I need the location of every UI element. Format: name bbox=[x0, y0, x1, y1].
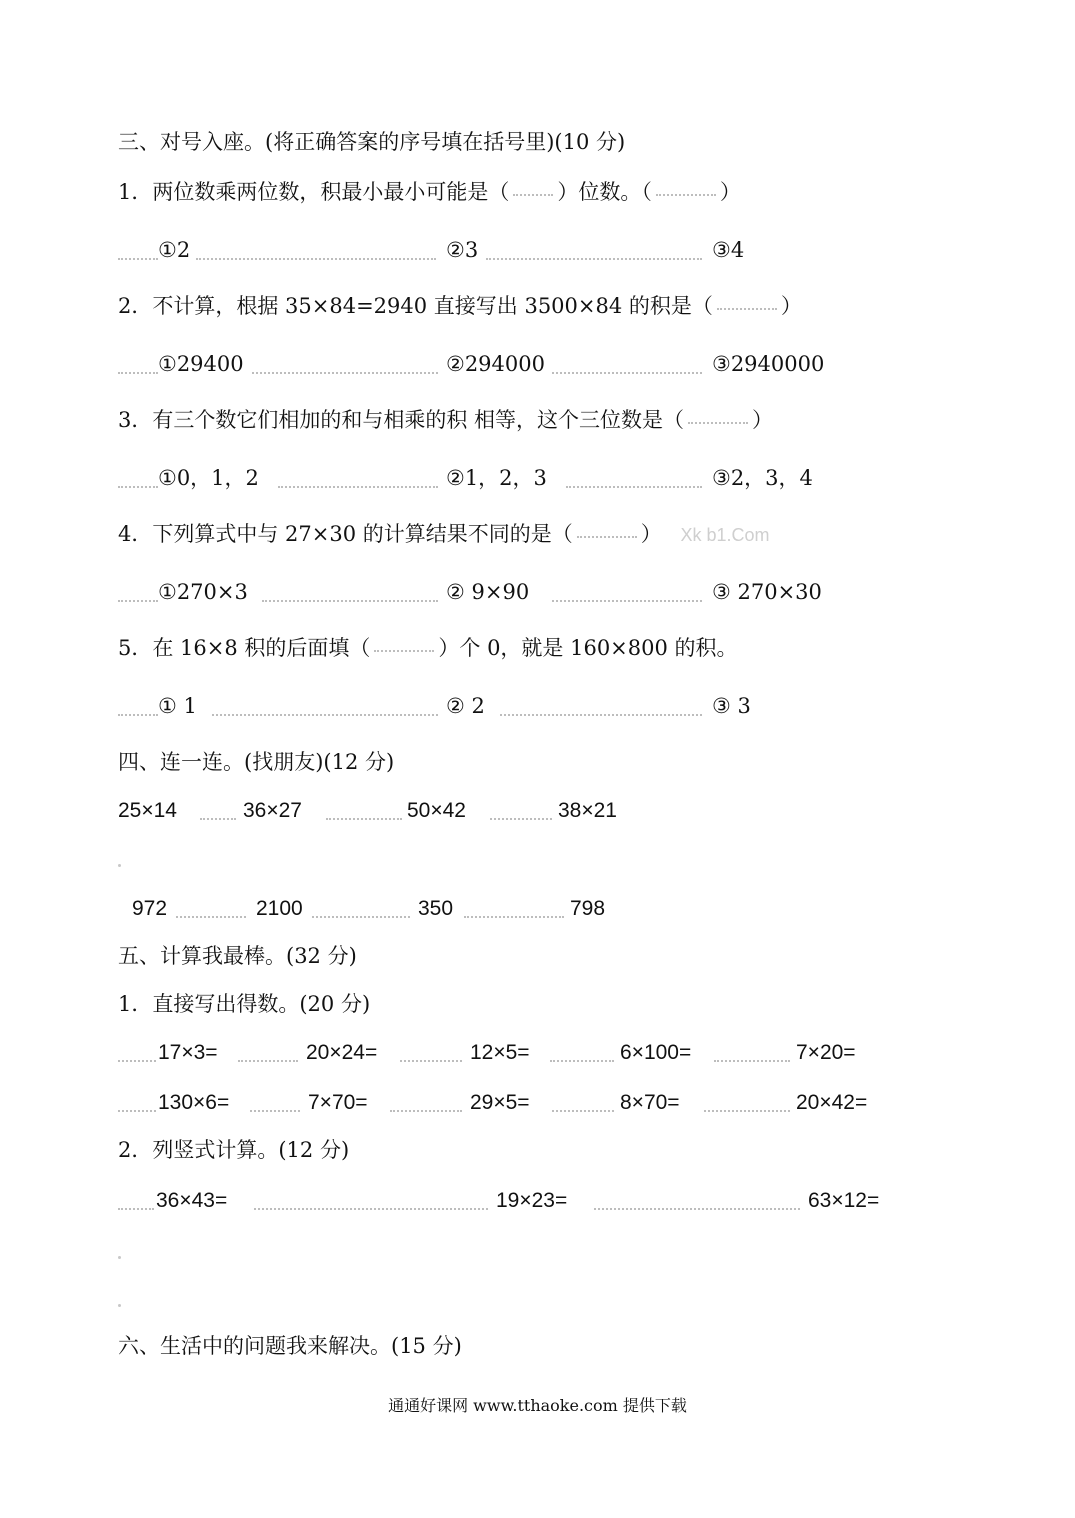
calc-item[interactable]: 12×5= bbox=[470, 1041, 530, 1064]
vertical-calc-item[interactable]: 36×43= bbox=[156, 1189, 228, 1212]
expression[interactable]: 25×14 bbox=[118, 799, 177, 822]
calc-item[interactable]: 20×24= bbox=[306, 1041, 378, 1064]
calc-item[interactable]: 130×6= bbox=[158, 1091, 230, 1114]
option: ② 2 bbox=[446, 694, 485, 718]
option: ①29400 bbox=[158, 352, 244, 376]
result[interactable]: 2100 bbox=[256, 897, 303, 920]
answer-blank[interactable] bbox=[577, 536, 637, 538]
option: ① 1 bbox=[158, 694, 197, 718]
option: ①0，1，2 bbox=[158, 466, 259, 490]
expression[interactable]: 38×21 bbox=[558, 799, 617, 822]
option: ③ 270×30 bbox=[712, 580, 822, 604]
watermark: Xk b1.Com bbox=[680, 525, 770, 545]
calc-item[interactable]: 6×100= bbox=[620, 1041, 692, 1064]
option: ②3 bbox=[446, 238, 479, 262]
section4-title: 四、连一连。(找朋友)(12 分) bbox=[118, 750, 395, 774]
result[interactable]: 798 bbox=[570, 897, 606, 920]
option: ③4 bbox=[712, 238, 745, 262]
question-5-end: ）个 0，就是 160×800 的积。 bbox=[438, 636, 738, 660]
question-5-stem bbox=[118, 638, 738, 659]
result[interactable]: 350 bbox=[418, 897, 454, 920]
question-3-text: 3．有三个数它们相加的和与相乘的积 相等，这个三位数是（ bbox=[118, 408, 685, 432]
question-4-end: ） bbox=[640, 522, 662, 546]
answer-blank[interactable] bbox=[656, 194, 716, 196]
question-1-text: 1．两位数乘两位数，积最小最小可能是（ bbox=[118, 180, 510, 204]
section6-title: 六、生活中的问题我来解决。(15 分) bbox=[118, 1334, 462, 1358]
option: ②1，2，3 bbox=[446, 466, 547, 490]
question-3-stem bbox=[118, 410, 773, 431]
option: ③2940000 bbox=[712, 352, 825, 376]
result[interactable]: 972 bbox=[132, 897, 168, 920]
option: ②294000 bbox=[446, 352, 545, 376]
calc-item[interactable]: 7×70= bbox=[308, 1091, 368, 1114]
question-3-end: ） bbox=[752, 408, 774, 432]
expression[interactable]: 50×42 bbox=[407, 799, 466, 822]
question-1-end: ） bbox=[719, 180, 741, 204]
question-4-stem bbox=[118, 524, 769, 545]
answer-blank[interactable] bbox=[374, 650, 434, 652]
section5-part2-title: 2．列竖式计算。(12 分) bbox=[118, 1138, 350, 1162]
question-2-end: ） bbox=[780, 294, 802, 318]
option: ①270×3 bbox=[158, 580, 248, 604]
option: ①2 bbox=[158, 238, 191, 262]
question-1-mid: ）位数。（ bbox=[557, 180, 652, 204]
section5-title: 五、计算我最棒。(32 分) bbox=[118, 944, 357, 968]
option: ③2，3，4 bbox=[712, 466, 813, 490]
calc-item[interactable]: 17×3= bbox=[158, 1041, 218, 1064]
question-2-stem bbox=[118, 296, 802, 317]
answer-blank[interactable] bbox=[688, 422, 748, 424]
question-1-stem bbox=[118, 182, 741, 203]
option: ② 9×90 bbox=[446, 580, 530, 604]
question-4-text: 4．下列算式中与 27×30 的计算结果不同的是（ bbox=[118, 522, 573, 546]
vertical-calc-item[interactable]: 19×23= bbox=[496, 1189, 568, 1212]
answer-blank[interactable] bbox=[513, 194, 553, 196]
answer-blank[interactable] bbox=[717, 308, 777, 310]
section5-part1-title: 1．直接写出得数。(20 分) bbox=[118, 992, 371, 1016]
option: ③ 3 bbox=[712, 694, 751, 718]
vertical-calc-item[interactable]: 63×12= bbox=[808, 1189, 880, 1212]
footer-source: 通通好课网 www.tthaoke.com 提供下载 bbox=[388, 1396, 687, 1415]
section3-title: 三、对号入座。(将正确答案的序号填在括号里)(10 分) bbox=[118, 130, 626, 154]
question-2-text: 2．不计算，根据 35×84=2940 直接写出 3500×84 的积是（ bbox=[118, 294, 713, 318]
calc-item[interactable]: 20×42= bbox=[796, 1091, 868, 1114]
expression[interactable]: 36×27 bbox=[243, 799, 302, 822]
calc-item[interactable]: 8×70= bbox=[620, 1091, 680, 1114]
question-5-text: 5．在 16×8 积的后面填（ bbox=[118, 636, 371, 660]
calc-item[interactable]: 7×20= bbox=[796, 1041, 856, 1064]
calc-item[interactable]: 29×5= bbox=[470, 1091, 530, 1114]
